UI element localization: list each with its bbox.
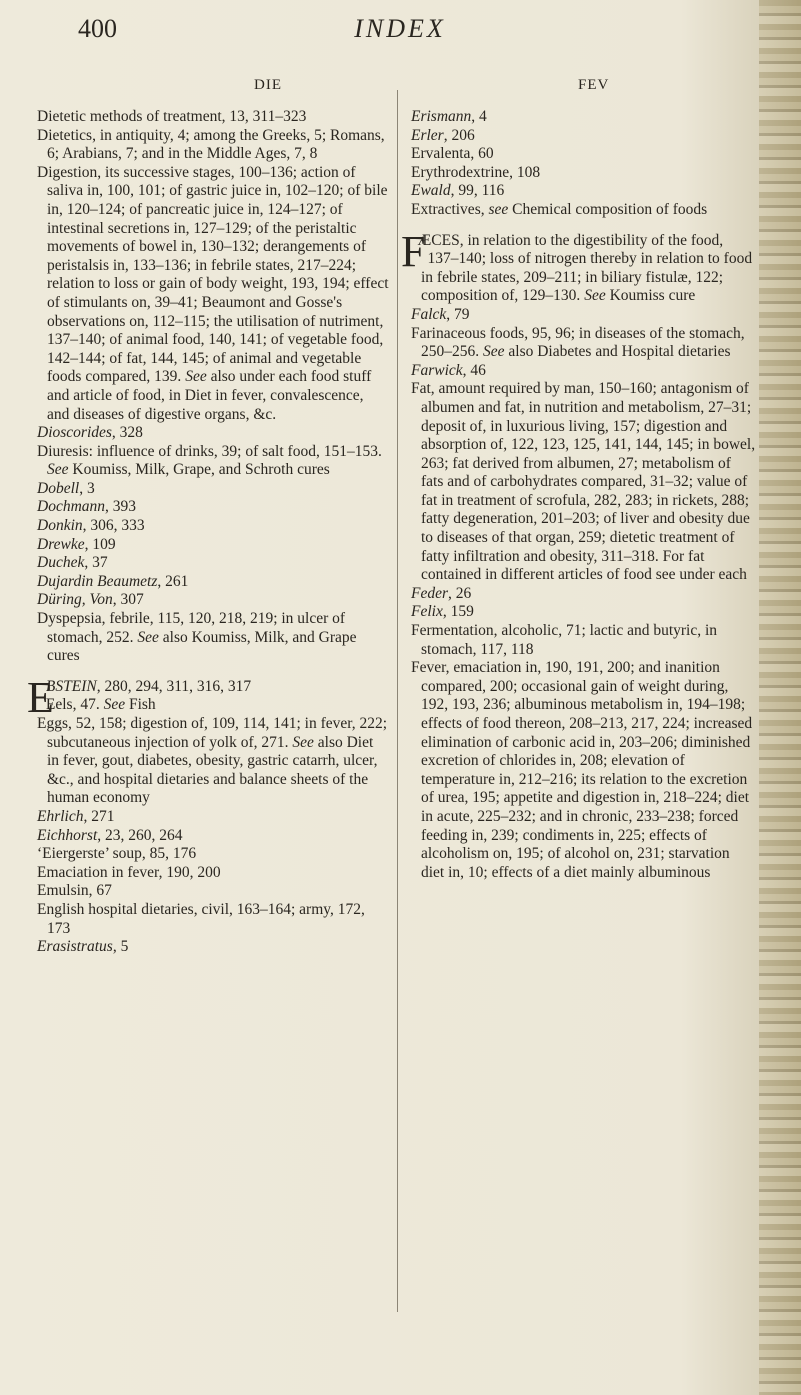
- index-entry: [37, 845, 389, 864]
- entry-name: Felix: [411, 603, 443, 621]
- entry-text: , 206: [443, 126, 475, 144]
- entry-text: Ervalenta, 60: [411, 145, 494, 163]
- entry-text: Fever, emaciation in, 190, 191, 200; and inanition compared, 200; occasional gain of weight during, 192, 193, 236; albuminous metabolism in, 194–198; effects of food thereon, 208–213, 217, 224; increased elimination of carbonic acid in, 203–206; diminished excretion of chlorides in, 208; elevation of temperature in, 212–216; its relation to the excretion of urea, 195; appetite and digestion in, 218–224; diet in acute, 225–232; and in chronic, 233–238; forced feeding in, 239; condiments in, 225; effects of alcoholism on, 195; of alcohol on, 231; starvation diet in, 10; effects of a diet mainly albuminous: [411, 659, 753, 881]
- entry-name: Drewke: [37, 535, 85, 553]
- index-entry: [37, 164, 389, 424]
- entry-name: Falck: [411, 305, 447, 323]
- entry-text: , 393: [105, 498, 137, 516]
- index-entry: [37, 938, 389, 957]
- entry-text-tail: Fish: [125, 696, 156, 714]
- entry-name: Dujardin Beaumetz: [37, 572, 158, 590]
- drop-cap: E: [27, 672, 54, 722]
- entry-text: Farinaceous foods, 95, 96; in diseases of the stomach, 250–256.: [411, 324, 745, 361]
- entry-text: ÆCES, in relation to the digestibility of the food, 137–140; loss of nitrogen thereby in relation to food in febrile states, 209–211; in biliary fistulæ, 122; composition of, 129–130.: [417, 231, 753, 305]
- index-entry: [37, 610, 389, 666]
- entry-text: Diuresis: influence of drinks, 39; of salt food, 151–153.: [37, 442, 382, 460]
- entry-text-tail: Koumiss cure: [605, 287, 696, 305]
- index-column-left: [27, 108, 389, 957]
- section-gap: [411, 220, 756, 232]
- entry-text: Emulsin, 67: [37, 882, 112, 900]
- index-entry: [37, 424, 389, 443]
- index-entry: [37, 536, 389, 555]
- index-entry: [411, 362, 756, 381]
- guide-word-left: DIE: [254, 77, 282, 93]
- entry-text: , 307: [112, 591, 144, 609]
- entry-text: , 280, 294, 311, 316, 317: [96, 677, 252, 695]
- index-entry: [411, 127, 756, 146]
- entry-name: Ewald: [411, 182, 451, 200]
- page-title: INDEX: [354, 14, 446, 43]
- entry-text: , 26: [448, 584, 472, 602]
- index-entry: [401, 226, 756, 306]
- index-entry: [411, 182, 756, 201]
- index-entry: [37, 554, 389, 573]
- entry-name: Erler: [411, 126, 444, 144]
- index-entry: [411, 325, 756, 362]
- page-number: 400: [78, 14, 117, 43]
- index-entry: [37, 715, 389, 808]
- entry-text: Dyspepsia, febrile, 115, 120, 218, 219; in ulcer of stomach, 252.: [37, 610, 346, 646]
- entry-name: Donkin: [37, 517, 83, 535]
- entry-text: Fat, amount required by man, 150–160; antagonism of albumen and fat, in nutrition and metabolism, 27–31; deposit of, in luxurious living, 157; digestion and absorption of, 122, 123, 125, 141, 144, 145; in bowel, 263; fat derived from albumen, 27; metabolism of fats and of carbohydrates compared, 31–32; value of fat in treatment of scrofula, 282, 283; in rickets, 288; fatty degeneration, 201–203; of liver and obesity due to diseases of that organ, 259; dietetic treatment of fatty infiltration and obesity, 311–318. For fat contained in different articles of food see under each: [411, 380, 756, 584]
- see-reference: see: [488, 200, 509, 218]
- index-entry: [411, 622, 756, 659]
- page-header: [0, 14, 760, 50]
- drop-cap: F: [401, 226, 426, 276]
- index-entry: [411, 306, 756, 325]
- entry-text: Eggs, 52, 158; digestion of, 109, 114, 141; in fever, 222; subcutaneous injection of yolk of, 271.: [37, 715, 388, 751]
- entry-name: Duchek: [37, 554, 85, 572]
- entry-text: Fermentation, alcoholic, 71; lactic and butyric, in stomach, 117, 118: [411, 622, 718, 658]
- index-entry: [37, 696, 389, 715]
- index-entry: [37, 901, 389, 938]
- entry-name: Eichhorst: [37, 826, 98, 844]
- index-entry: [411, 201, 756, 220]
- index-entry: [37, 827, 389, 846]
- entry-text-tail: Chemical composition of foods: [508, 200, 708, 218]
- see-reference: See: [47, 461, 69, 479]
- see-reference: See: [185, 368, 207, 386]
- column-divider: [397, 90, 398, 1312]
- entry-name: Düring, Von: [37, 591, 113, 609]
- entry-name: Farwick: [411, 361, 463, 379]
- index-entry: [37, 864, 389, 883]
- index-entry: [37, 882, 389, 901]
- entry-text: , 4: [471, 108, 487, 125]
- entry-text: , 3: [79, 479, 95, 497]
- entry-text: Digestion, its successive stages, 100–136; action of saliva in, 100, 101; of gastric juice in, 102–120; of bile in, 120–124; of pancreatic juice in, 124–127; of intestinal secretions in, 127–129; of the peristaltic movements of bowel in, 130–132; derangements of peristalsis in, 133–136; in febrile states, 217–224; relation to loss or gain of body weight, 193, 194; effect of stimulants on, 39–41; Beaumont and Gosse's observations on, 112–115; the utilisation of nutriment, 137–140; of animal food, 140, 141; of vegetable food, 142–144; of fat, 144, 145; of animal and vegetable foods compared, 139.: [37, 163, 389, 386]
- index-entry: [37, 443, 389, 480]
- see-reference: See: [103, 696, 126, 714]
- entry-text-tail: Koumiss, Milk, Grape, and Schroth cures: [68, 461, 330, 479]
- index-entry: [411, 380, 756, 585]
- entry-text-tail: also Diet in fever, gout, diabetes, obesity, gastric catarrh, ulcer, &c., and hospital dietaries and balance sheets of the human economy: [47, 733, 378, 807]
- entry-text: , 99, 116: [450, 182, 505, 200]
- entry-name: Ehrlich: [37, 807, 84, 825]
- entry-text: , 46: [462, 361, 486, 379]
- entry-text-tail: also Diabetes and Hospital dietaries: [504, 343, 731, 361]
- see-reference: See: [584, 287, 606, 305]
- entry-text-tail: also under each food stuff and article of food, in Diet in fever, convalescence, and diseases of digestive organs, &c.: [47, 368, 372, 423]
- index-column-right: [401, 108, 756, 882]
- entry-text: , 79: [446, 305, 470, 323]
- entry-text: , 328: [111, 424, 143, 442]
- index-entry: [411, 164, 756, 183]
- entry-text: , 109: [84, 535, 116, 553]
- entry-text: ‘Eiergerste’ soup, 85, 176: [37, 845, 197, 863]
- see-reference: See: [137, 628, 159, 646]
- entry-text: English hospital dietaries, civil, 163–164; army, 172, 173: [37, 900, 365, 937]
- see-reference: See: [483, 343, 505, 361]
- index-entry: [37, 498, 389, 517]
- entry-name: Feder: [411, 584, 449, 602]
- entry-text: , 37: [84, 554, 108, 572]
- entry-name: Dochmann: [37, 498, 106, 516]
- entry-text: , 261: [157, 572, 189, 590]
- index-entry: [37, 108, 389, 127]
- entry-name: Dobell: [37, 479, 80, 497]
- entry-text: Dietetic methods of treatment, 13, 311–323: [37, 108, 307, 125]
- entry-text: Dietetics, in antiquity, 4; among the Greeks, 5; Romans, 6; Arabians, 7; and in the Middle Ages, 7, 8: [37, 126, 385, 163]
- entry-text: Eels, 47.: [45, 696, 104, 714]
- section-gap: [37, 666, 389, 678]
- guide-word-right: FEV: [578, 77, 610, 93]
- entry-name: Dioscorides: [37, 424, 112, 442]
- entry-name: BSTEIN: [45, 677, 97, 695]
- entry-text-tail: also Koumiss, Milk, and Grape cures: [47, 628, 357, 665]
- index-entry: [411, 585, 756, 604]
- entry-text: , 5: [112, 938, 129, 956]
- entry-text: Emaciation in fever, 190, 200: [37, 863, 221, 881]
- entry-text: , 306, 333: [82, 517, 145, 535]
- entry-text: Erythrodextrine, 108: [411, 163, 541, 181]
- index-entry: [411, 659, 756, 882]
- index-entry: [37, 517, 389, 536]
- entry-text: , 159: [442, 603, 474, 621]
- see-reference: See: [292, 733, 314, 751]
- entry-text: , 271: [83, 807, 115, 825]
- book-edge: [759, 0, 801, 1395]
- entry-name: Erismann: [411, 108, 472, 125]
- entry-text: , 23, 260, 264: [97, 826, 183, 844]
- index-entry: [411, 145, 756, 164]
- index-entry: [37, 127, 389, 164]
- index-entry: [37, 808, 389, 827]
- entry-text: Extractives,: [411, 200, 489, 218]
- index-entry: [37, 480, 389, 499]
- index-entry: [411, 603, 756, 622]
- index-entry: [37, 591, 389, 610]
- index-entry: [411, 108, 756, 127]
- index-entry: [37, 573, 389, 592]
- entry-name: Erasistratus: [37, 938, 113, 956]
